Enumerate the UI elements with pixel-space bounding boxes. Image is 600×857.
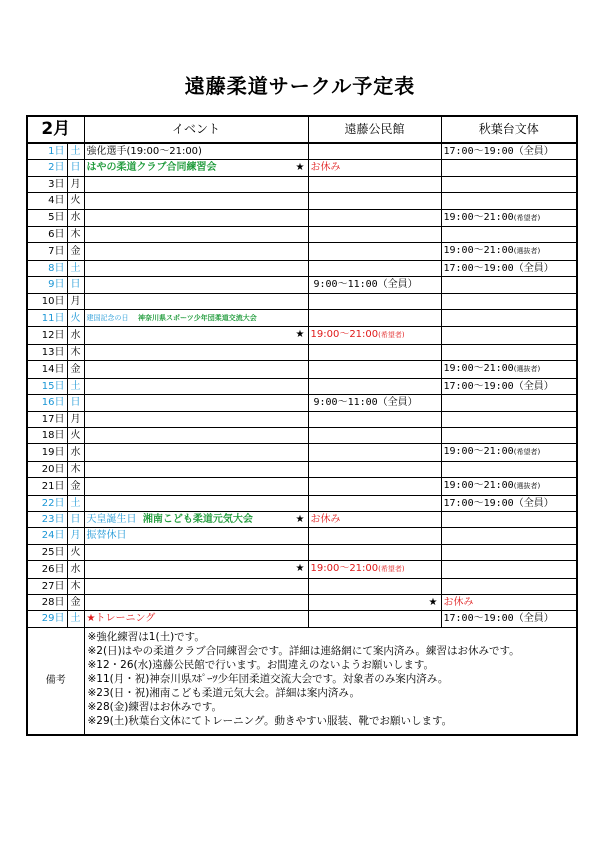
akiba-cell — [441, 611, 577, 627]
star-icon: ★ — [428, 596, 438, 608]
event-text: 神奈川県スポーツ少年団柔道交流大会 — [138, 314, 257, 323]
endo-text: お休み — [310, 513, 341, 525]
endo-cell — [308, 495, 441, 511]
endo-cell — [308, 427, 441, 443]
weekday-cell: 日 — [67, 277, 84, 293]
akiba-text: お休み — [443, 596, 474, 608]
akiba-cell — [441, 478, 577, 495]
endo-text: 19:00～21:00 — [310, 563, 379, 575]
schedule-row — [27, 395, 577, 411]
endo-cell — [308, 561, 441, 578]
event-cell — [84, 361, 308, 378]
akiba-text: 19:00～21:00 — [443, 363, 514, 375]
day-cell: 21日 — [27, 478, 67, 495]
akiba-cell — [441, 293, 577, 309]
akiba-text: 17:00～19:00（全員） — [443, 380, 554, 392]
schedule-row — [27, 143, 577, 160]
endo-cell — [308, 361, 441, 378]
note-line: ※28(金)練習はお休みです。 — [87, 700, 223, 713]
endo-cell — [308, 444, 441, 461]
akiba-tag: (選抜者) — [513, 247, 541, 256]
star-icon: ★ — [295, 162, 305, 174]
endo-cell — [308, 378, 441, 394]
schedule-row — [27, 461, 577, 477]
holiday-label: 建国記念の日 — [86, 314, 129, 323]
month-label: 2月 — [27, 116, 84, 143]
schedule-row — [27, 209, 577, 226]
akiba-cell — [441, 327, 577, 344]
akiba-tag: (希望者) — [513, 213, 541, 222]
akiba-cell — [441, 444, 577, 461]
endo-text: 19:00～21:00 — [310, 329, 379, 341]
day-cell: 3日 — [27, 176, 67, 192]
endo-tag: (希望者) — [378, 565, 405, 574]
schedule-row — [27, 478, 577, 495]
day-cell: 6日 — [27, 227, 67, 243]
day-cell: 24日 — [27, 528, 67, 544]
day-cell: 15日 — [27, 378, 67, 394]
event-cell — [84, 209, 308, 226]
akiba-cell — [441, 310, 577, 327]
day-cell: 12日 — [27, 327, 67, 344]
akiba-cell — [441, 143, 577, 160]
event-cell — [84, 277, 308, 293]
akiba-cell — [441, 160, 577, 176]
event-cell — [84, 193, 308, 209]
weekday-cell: 木 — [67, 578, 84, 594]
schedule-row — [27, 260, 577, 276]
akiba-cell — [441, 495, 577, 511]
weekday-cell: 金 — [67, 478, 84, 495]
event-cell — [84, 327, 308, 344]
note-line: ※29(土)秋葉台文体にてトレーニング。動きやすい服装、靴でお願いします。 — [87, 714, 453, 727]
endo-cell — [308, 143, 441, 160]
event-cell — [84, 444, 308, 461]
weekday-cell: 木 — [67, 344, 84, 360]
akiba-cell — [441, 176, 577, 192]
schedule-row — [27, 544, 577, 560]
endo-text: 9:00～11:00（全員） — [313, 279, 418, 291]
akiba-text: 17:00～19:00（全員） — [443, 146, 554, 157]
akiba-text: 17:00～19:00（全員） — [443, 613, 554, 625]
endo-cell — [308, 310, 441, 327]
akiba-tag: (希望者) — [513, 448, 541, 457]
endo-cell — [308, 193, 441, 209]
event-text: 湘南こども柔道元気大会 — [142, 513, 253, 525]
akiba-cell — [441, 243, 577, 260]
weekday-cell: 日 — [67, 160, 84, 176]
event-text: 強化選手(19:00～21:00) — [86, 146, 202, 157]
weekday-cell: 月 — [67, 528, 84, 544]
endo-cell — [308, 227, 441, 243]
akiba-cell — [441, 411, 577, 427]
weekday-cell: 月 — [67, 411, 84, 427]
day-cell: 23日 — [27, 511, 67, 527]
schedule-row — [27, 310, 577, 327]
schedule-row — [27, 427, 577, 443]
col-header-endo: 遠藤公民館 — [308, 116, 441, 143]
schedule-row — [27, 227, 577, 243]
akiba-cell — [441, 378, 577, 394]
schedule-row — [27, 511, 577, 527]
akiba-cell — [441, 544, 577, 560]
event-cell — [84, 143, 308, 160]
akiba-tag: (選抜者) — [513, 365, 541, 374]
akiba-cell — [441, 361, 577, 378]
weekday-cell: 日 — [67, 395, 84, 411]
day-cell: 13日 — [27, 344, 67, 360]
weekday-cell: 火 — [67, 427, 84, 443]
akiba-text: 19:00～21:00 — [443, 446, 514, 458]
day-cell: 25日 — [27, 544, 67, 560]
day-cell: 26日 — [27, 561, 67, 578]
day-cell: 20日 — [27, 461, 67, 477]
schedule-row — [27, 578, 577, 594]
day-cell: 16日 — [27, 395, 67, 411]
notes-label: 備考 — [27, 627, 84, 735]
day-cell: 29日 — [27, 611, 67, 627]
endo-cell — [308, 160, 441, 176]
endo-text: お休み — [310, 162, 341, 174]
day-cell: 8日 — [27, 260, 67, 276]
day-cell: 5日 — [27, 209, 67, 226]
weekday-cell: 火 — [67, 193, 84, 209]
akiba-cell — [441, 344, 577, 360]
event-cell — [84, 495, 308, 511]
event-cell — [84, 561, 308, 578]
endo-cell — [308, 611, 441, 627]
schedule-table — [26, 115, 578, 736]
notes-content — [84, 627, 577, 735]
akiba-cell — [441, 227, 577, 243]
day-cell: 27日 — [27, 578, 67, 594]
event-cell — [84, 511, 308, 527]
note-line: ※2(日)はやの柔道クラブ合同練習会です。詳細は連絡網にて案内済み。練習はお休みです。 — [87, 644, 520, 657]
schedule-row — [27, 495, 577, 511]
akiba-text: 17:00～19:00（全員） — [443, 262, 554, 274]
event-text: はやの柔道クラブ合同練習会 — [86, 162, 217, 174]
schedule-row — [27, 594, 577, 610]
event-cell — [84, 243, 308, 260]
star-icon: ★ — [295, 563, 305, 575]
schedule-row — [27, 611, 577, 627]
schedule-row — [27, 344, 577, 360]
weekday-cell: 水 — [67, 327, 84, 344]
day-cell: 4日 — [27, 193, 67, 209]
star-icon: ★ — [295, 513, 305, 525]
weekday-cell: 金 — [67, 361, 84, 378]
weekday-cell: 月 — [67, 293, 84, 309]
schedule-row — [27, 160, 577, 176]
akiba-cell — [441, 561, 577, 578]
akiba-cell — [441, 461, 577, 477]
schedule-row — [27, 378, 577, 394]
weekday-cell: 土 — [67, 143, 84, 160]
day-cell: 18日 — [27, 427, 67, 443]
header-row — [27, 116, 577, 143]
day-cell: 1日 — [27, 143, 67, 160]
day-cell: 10日 — [27, 293, 67, 309]
page-title: 遠藤柔道サークル予定表 — [184, 74, 416, 98]
note-line: ※強化練習は1(土)です。 — [87, 630, 205, 643]
weekday-cell: 火 — [67, 544, 84, 560]
endo-cell — [308, 344, 441, 360]
akiba-cell — [441, 578, 577, 594]
day-cell: 9日 — [27, 277, 67, 293]
endo-cell — [308, 260, 441, 276]
akiba-cell — [441, 395, 577, 411]
endo-cell — [308, 327, 441, 344]
weekday-cell: 金 — [67, 594, 84, 610]
akiba-cell — [441, 193, 577, 209]
weekday-cell: 水 — [67, 209, 84, 226]
note-line: ※12・26(水)遠藤公民館で行います。お間違えのないようお願いします。 — [87, 658, 435, 671]
akiba-cell — [441, 260, 577, 276]
event-cell — [84, 395, 308, 411]
akiba-cell — [441, 594, 577, 610]
endo-cell — [308, 478, 441, 495]
event-cell — [84, 427, 308, 443]
weekday-cell: 水 — [67, 444, 84, 461]
weekday-cell: 月 — [67, 176, 84, 192]
note-line: ※23(日・祝)湘南こども柔道元気大会。詳細は案内済み。 — [87, 686, 360, 699]
endo-cell — [308, 594, 441, 610]
weekday-cell: 日 — [67, 511, 84, 527]
schedule-row — [27, 243, 577, 260]
akiba-cell — [441, 528, 577, 544]
holiday-label: 天皇誕生日 — [86, 513, 137, 525]
endo-cell — [308, 578, 441, 594]
weekday-cell: 火 — [67, 310, 84, 327]
event-cell — [84, 378, 308, 394]
endo-cell — [308, 511, 441, 527]
col-header-akiba: 秋葉台文体 — [441, 116, 577, 143]
event-cell — [84, 310, 308, 327]
endo-cell — [308, 395, 441, 411]
akiba-cell — [441, 427, 577, 443]
endo-text: 9:00～11:00（全員） — [313, 397, 418, 409]
day-cell: 28日 — [27, 594, 67, 610]
endo-cell — [308, 277, 441, 293]
event-text: ★トレーニング — [86, 613, 156, 625]
day-cell: 14日 — [27, 361, 67, 378]
akiba-text: 19:00～21:00 — [443, 480, 514, 492]
event-cell — [84, 176, 308, 192]
event-cell — [84, 411, 308, 427]
endo-cell — [308, 293, 441, 309]
event-cell — [84, 544, 308, 560]
schedule-row — [27, 277, 577, 293]
event-cell — [84, 478, 308, 495]
weekday-cell: 土 — [67, 378, 84, 394]
schedule-row — [27, 411, 577, 427]
event-cell — [84, 578, 308, 594]
col-header-event: イベント — [84, 116, 308, 143]
akiba-text: 19:00～21:00 — [443, 245, 514, 257]
endo-cell — [308, 243, 441, 260]
akiba-tag: (選抜者) — [513, 482, 541, 491]
schedule-row — [27, 293, 577, 309]
event-cell — [84, 260, 308, 276]
weekday-cell: 土 — [67, 611, 84, 627]
event-text: 振替休日 — [86, 530, 127, 542]
day-cell: 22日 — [27, 495, 67, 511]
schedule-row — [27, 528, 577, 544]
event-cell — [84, 344, 308, 360]
akiba-cell — [441, 277, 577, 293]
endo-cell — [308, 528, 441, 544]
event-cell — [84, 293, 308, 309]
day-cell: 2日 — [27, 160, 67, 176]
event-cell — [84, 461, 308, 477]
schedule-row — [27, 176, 577, 192]
weekday-cell: 木 — [67, 227, 84, 243]
endo-tag: (希望者) — [378, 331, 405, 340]
notes-row — [27, 627, 577, 735]
weekday-cell: 水 — [67, 561, 84, 578]
event-cell — [84, 594, 308, 610]
event-cell — [84, 611, 308, 627]
endo-cell — [308, 411, 441, 427]
day-cell: 7日 — [27, 243, 67, 260]
star-icon: ★ — [295, 329, 305, 341]
akiba-text: 19:00～21:00 — [443, 211, 514, 223]
endo-cell — [308, 544, 441, 560]
endo-cell — [308, 461, 441, 477]
akiba-cell — [441, 511, 577, 527]
event-cell — [84, 160, 308, 176]
schedule-row — [27, 561, 577, 578]
day-cell: 17日 — [27, 411, 67, 427]
event-cell — [84, 528, 308, 544]
weekday-cell: 金 — [67, 243, 84, 260]
schedule-row — [27, 361, 577, 378]
weekday-cell: 木 — [67, 461, 84, 477]
akiba-text: 17:00～19:00（全員） — [443, 497, 554, 509]
weekday-cell: 土 — [67, 260, 84, 276]
endo-cell — [308, 176, 441, 192]
endo-cell — [308, 209, 441, 226]
day-cell: 11日 — [27, 310, 67, 327]
schedule-row — [27, 444, 577, 461]
akiba-cell — [441, 209, 577, 226]
note-line: ※11(月・祝)神奈川県ｽﾎﾟｰﾂ少年団柔道交流大会です。対象者のみ案内済み。 — [87, 672, 449, 685]
day-cell: 19日 — [27, 444, 67, 461]
weekday-cell: 土 — [67, 495, 84, 511]
schedule-row — [27, 327, 577, 344]
event-cell — [84, 227, 308, 243]
schedule-row — [27, 193, 577, 209]
